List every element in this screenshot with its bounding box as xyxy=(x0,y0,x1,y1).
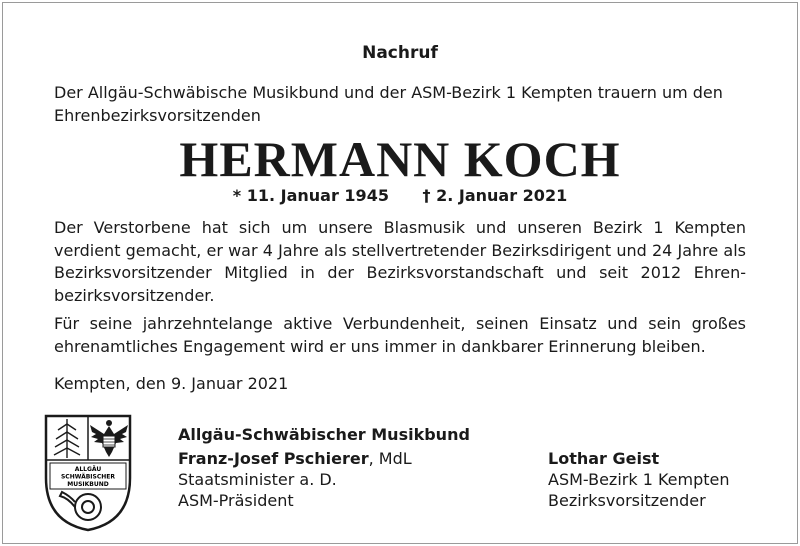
logo-text-1: ALLGÄU xyxy=(74,466,102,473)
signatory-left-title: Staatsminister a. D. xyxy=(178,470,337,489)
life-dates xyxy=(0,186,800,205)
signatory-right-district: ASM-Bezirk 1 Kempten xyxy=(548,470,730,489)
signatory-left-name: Franz-Josef Pschierer xyxy=(178,449,369,468)
notice-heading: Nachruf xyxy=(362,43,438,63)
logo-text-3: MUSIKBUND xyxy=(67,481,109,488)
signatory-right-role: Bezirksvorsitzender xyxy=(548,491,706,510)
birth-date: * 11. Januar 1945 xyxy=(232,186,389,205)
tribute-paragraph: Der Verstorbene hat sich um unsere Blasmusik und unseren Bezirk 1 Kempten verdient gemacht, er war 4 Jahre als stellvertretender Bezirksdirigent und 24 Jahre als Bezirksvorsitzender Mitglied in der Bezirksvorstandschaft und seit 2012 Ehrenbezirksvorsitzender. xyxy=(54,218,746,305)
musikbund-coat-of-arms-logo xyxy=(40,410,136,534)
signatory-right xyxy=(548,448,730,511)
deceased-name: HERMANN KOCH xyxy=(179,131,621,187)
logo-text-2: SCHWÄBISCHER xyxy=(60,473,116,481)
signatory-left-suffix: , MdL xyxy=(368,449,412,468)
place-and-date: Kempten, den 9. Januar 2021 xyxy=(54,374,289,393)
signatory-organization: Allgäu-Schwäbischer Musikbund xyxy=(178,425,470,444)
death-date: † 2. Januar 2021 xyxy=(422,186,568,205)
signatory-right-name: Lothar Geist xyxy=(548,449,660,468)
signatory-left-role: ASM-Präsident xyxy=(178,491,294,510)
gratitude-paragraph: Für seine jahrzehntelange aktive Verbundenheit, seinen Einsatz und sein großes ehrenamtliches Engagement wird er uns immer in dankbarer Erinnerung bleiben. xyxy=(54,314,746,356)
intro-text: Der Allgäu-Schwäbische Musikbund und der ASM-Bezirk 1 Kempten trauern um den Ehrenbezirksvorsitzenden xyxy=(54,83,723,125)
signatory-left xyxy=(178,448,412,511)
